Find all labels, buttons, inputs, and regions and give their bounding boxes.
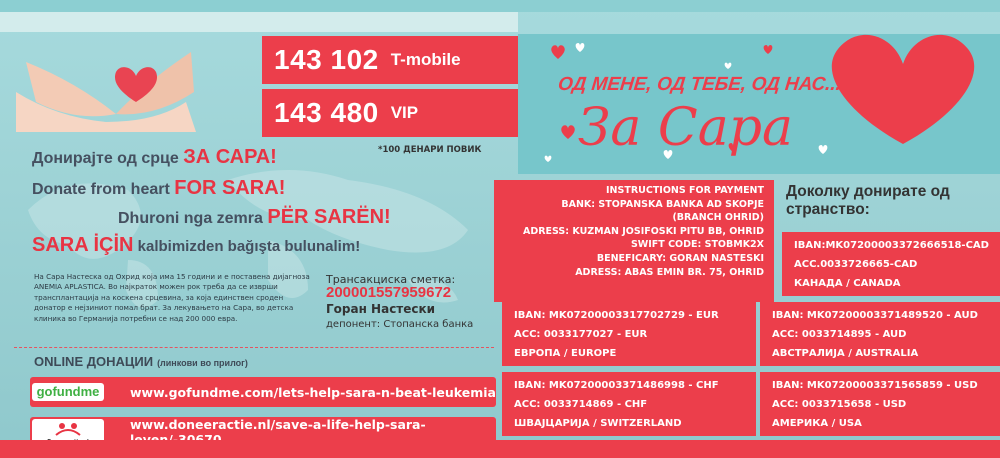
account-block-eur (502, 302, 756, 366)
donate-line-sq (118, 206, 391, 229)
phone-number: 143 102 (274, 44, 379, 75)
instruction-line: ADRESS: KUZMAN JOSIFOSKI PITU BB, OHRID (522, 225, 764, 237)
instruction-line: (BRANCH OHRID) (672, 212, 764, 224)
story-description: На Сара Настеска од Охрид која има 15 години и е поставена дијагноза ANEMIA APLASTICA. Во најкраток можен рок треба да се изврши трансплантација на коскена срцевина, за која единствен сроден донатор е нејзиниот помал брат. За лекувањето на Сара, во детска клиника во Германија потребни се над 200 000 евра. (34, 272, 310, 323)
donate-text: Донирајте од срце (32, 150, 184, 167)
instruction-line: SWIFT CODE: STOBMK2X (630, 239, 764, 251)
acc: ACC: 0033714895 - AUD (772, 329, 907, 340)
account-block-cad (782, 232, 1000, 296)
donate-line-mk (32, 146, 277, 169)
bottom-strip (0, 440, 498, 458)
region: ШВАЈЦАРИЈА / SWITZERLAND (514, 418, 682, 429)
region: КАНАДА / CANADA (794, 278, 901, 289)
bottom-strip-right (494, 440, 1000, 458)
account-block-usd (760, 372, 1000, 436)
instruction-line: INSTRUCTIONS FOR PAYMENT (606, 185, 764, 196)
region: АВСТРАЛИЈА / AUSTRALIA (772, 348, 919, 359)
account-depositor: депонент: Стопанска банка (326, 319, 474, 330)
donate-highlight: FOR SARA! (174, 177, 286, 199)
title-line1: ОД МЕНЕ, ОД ТЕБЕ, ОД НАС... (556, 74, 843, 95)
phone-operator: VIP (390, 103, 419, 122)
iban: IBAN: MK07200003371565859 - USD (772, 380, 978, 391)
acc: ACC: 0033177027 - EUR (514, 329, 648, 340)
donate-text: Donate from heart (32, 181, 175, 198)
account-holder: Горан Настески (326, 302, 436, 316)
acc: ACC.0033726665-CAD (794, 259, 918, 270)
title-card (518, 34, 1000, 174)
donate-text: kalbimizden bağışta bulunalim! (133, 238, 361, 255)
iban: IBAN:MK07200003372666518-CAD (794, 240, 989, 251)
iban: IBAN: MK07200003317702729 - EUR (514, 310, 719, 321)
gofundme-logo: gofundme (32, 383, 104, 401)
phone-operator: T-mobile (390, 50, 461, 69)
acc: ACC: 0033714869 - CHF (514, 399, 648, 410)
region: АМЕРИКА / USA (772, 418, 862, 429)
instruction-line: BENEFICARY: GORAN NASTESKI (596, 252, 764, 264)
divider (14, 347, 494, 348)
donate-highlight: ЗА САРА! (183, 146, 277, 168)
iban: IBAN: MK07200003371486998 - CHF (514, 380, 719, 391)
title-line2: За Сара (578, 98, 794, 158)
phone-note: *100 ДЕНАРИ ПОВИК (378, 145, 482, 155)
gofundme-link[interactable] (30, 377, 496, 407)
donate-highlight: SARA İÇİN (32, 234, 134, 256)
donate-highlight: PËR SARËN! (267, 206, 391, 228)
region: ЕВРОПА / EUROPE (514, 348, 617, 359)
instruction-line: ADRESS: ABAS EMIN BR. 75, OHRID (575, 266, 764, 278)
donate-line-tr (32, 234, 360, 257)
donate-text: Dhuroni nga zemra (118, 210, 268, 227)
doneeractie-url[interactable]: www.doneeractie.nl/save-a-life-help-sara- (130, 417, 426, 432)
donate-line-en (32, 177, 285, 200)
online-title-text: ONLINE ДОНАЦИИ (34, 354, 154, 369)
phone-box-vip (262, 89, 518, 137)
acc: ACC: 0033715658 - USD (772, 399, 907, 410)
gofundme-url[interactable]: www.gofundme.com/lets-help-sara-n-beat-leukemia (130, 384, 496, 400)
online-donations-title (34, 354, 248, 369)
account-label: Трансакциска сметка: (326, 273, 456, 286)
payment-instructions (494, 180, 774, 302)
abroad-title: Доколку донирате од странство: (786, 183, 950, 218)
iban: IBAN: MK07200003371489520 - AUD (772, 310, 978, 321)
phone-box-tmobile (262, 36, 518, 84)
account-number: 200001557959672 (326, 284, 452, 301)
phone-number: 143 480 (274, 97, 379, 128)
hands-heart-icon (16, 22, 196, 132)
account-block-aud (760, 302, 1000, 366)
instruction-line: BANK: STOPANSKA BANKA AD SKOPJE (561, 198, 764, 210)
account-block-chf (502, 372, 756, 436)
top-band (0, 0, 1000, 12)
online-subtitle: (линкови во прилог) (157, 358, 248, 368)
